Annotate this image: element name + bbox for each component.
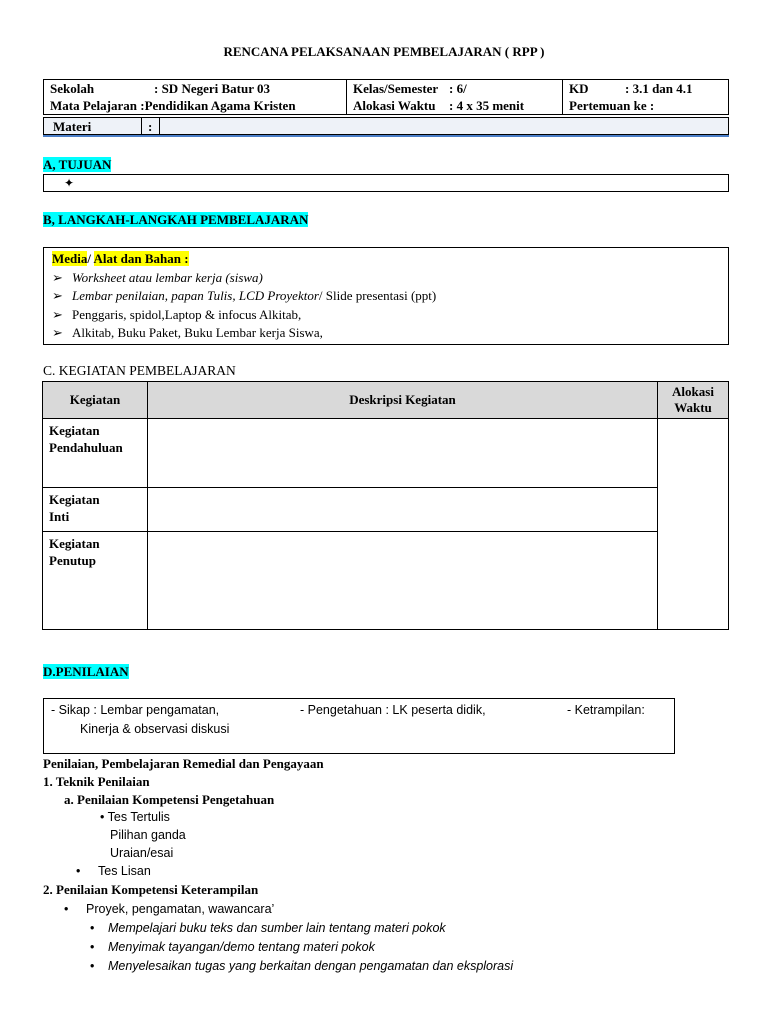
kegiatan-heading: C. KEGIATAN PEMBELAJARAN (43, 363, 236, 378)
kompetensi-keterampilan: 2. Penilaian Kompetensi Keterampilan (43, 882, 259, 897)
penilaian-heading: D.PENILAIAN (43, 664, 129, 679)
uraian-esai: Uraian/esai (110, 846, 174, 860)
langkah-heading: B, LANGKAH-LANGKAH PEMBELAJARAN (43, 212, 309, 227)
sekolah-cell (44, 80, 347, 115)
page-title: RENCANA PELAKSANAAN PEMBELAJARAN ( RPP ) (223, 44, 545, 59)
kelas-value: : 6/ (449, 81, 467, 96)
penilaian-subtitle: Penilaian, Pembelajaran Remedial dan Pengayaan (43, 756, 324, 771)
kegiatan-table (42, 381, 729, 630)
alokasi-cell (658, 419, 729, 630)
row-inti: Kegiatan Inti (43, 488, 148, 532)
arrow-icon: ➢ (52, 325, 63, 340)
col-deskripsi: Deskripsi Kegiatan (148, 382, 658, 419)
deskripsi-cell (148, 488, 658, 532)
arrow-icon: ➢ (52, 306, 63, 322)
deskripsi-cell (148, 419, 658, 488)
materi-label: Materi (53, 119, 92, 134)
kelas-cell (347, 80, 563, 115)
materi-colon: : (148, 119, 153, 134)
tujuan-heading: A, TUJUAN (43, 157, 112, 172)
sikap-text: - Sikap : Lembar pengamatan, (51, 703, 220, 717)
header-table (43, 79, 729, 115)
kompetensi-pengetahuan: a. Penilaian Kompetensi Pengetahuan (64, 792, 275, 807)
media-heading: Media/ Alat dan Bahan : (52, 251, 189, 266)
arrow-icon: ➢ (52, 269, 63, 285)
media-box (43, 247, 729, 345)
mapel-value: :Pendidikan Agama Kristen (140, 98, 296, 113)
sekolah-label: Sekolah (50, 81, 95, 96)
alokasi-label: Alokasi Waktu (353, 98, 436, 113)
teknik-penilaian: 1. Teknik Penilaian (43, 774, 150, 789)
sub-item: • Mempelajari buku teks dan sumber lain tentang materi pokok (90, 921, 446, 935)
penilaian-box (43, 698, 675, 754)
star-icon: ✦ (64, 176, 75, 190)
divider-line (43, 135, 729, 137)
keterampilan-text: - Ketrampilan: (567, 703, 645, 717)
tes-tertulis: • Tes Tertulis (100, 810, 170, 824)
alokasi-value: : 4 x 35 menit (449, 98, 525, 113)
kelas-label: Kelas/Semester (353, 81, 439, 96)
media-item: ➢ Worksheet atau lembar kerja (siswa) (52, 269, 728, 288)
sekolah-value: : SD Negeri Batur 03 (154, 81, 271, 96)
kd-value: : 3.1 dan 4.1 (625, 81, 693, 96)
sub-item: • Menyelesaikan tugas yang berkaitan dengan pengamatan dan eksplorasi (90, 959, 514, 973)
arrow-icon: ➢ (52, 288, 63, 303)
kd-label: KD (569, 81, 589, 96)
row-pendahuluan: Kegiatan Pendahuluan (43, 419, 148, 488)
kinerja-text: Kinerja & observasi diskusi (80, 722, 230, 736)
media-item: ➢ Penggaris, spidol,Laptop & infocus Alkitab, (52, 306, 728, 325)
pengetahuan-text: - Pengetahuan : LK peserta didik, (300, 703, 486, 717)
mapel-label: Mata Pelajaran (50, 98, 138, 113)
pilihan-ganda: Pilihan ganda (110, 828, 186, 842)
materi-row (43, 117, 729, 135)
col-kegiatan: Kegiatan (43, 382, 148, 419)
deskripsi-cell (148, 532, 658, 630)
col-alokasi: Alokasi Waktu (658, 382, 729, 419)
kd-cell (563, 80, 729, 115)
sub-item: • Menyimak tayangan/demo tentang materi pokok (90, 940, 375, 954)
tujuan-box (43, 174, 729, 192)
media-item: ➢ Alkitab, Buku Paket, Buku Lembar kerja Siswa, (52, 324, 728, 343)
row-penutup: Kegiatan Penutup (43, 532, 148, 630)
proyek-item: • Proyek, pengamatan, wawancara’ (64, 902, 275, 916)
pertemuan-label: Pertemuan ke : (569, 98, 655, 113)
media-item: ➢ Lembar penilaian, papan Tulis, LCD Proyektor/ Slide presentasi (ppt) (52, 287, 728, 306)
tes-lisan: • Tes Lisan (76, 864, 151, 878)
